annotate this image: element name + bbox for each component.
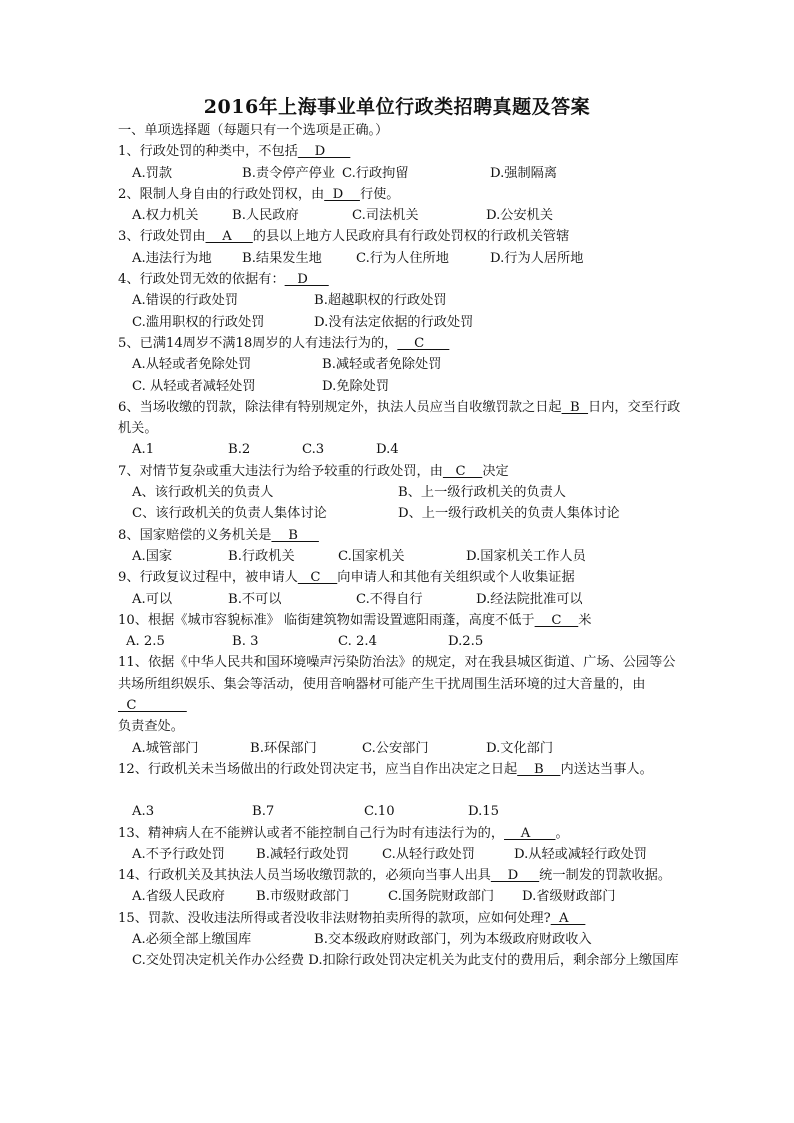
answer-blank: B bbox=[561, 399, 589, 415]
option: A.1 bbox=[132, 442, 155, 458]
question-text: 11、依据《中华人民共和国环境噪声污染防治法》的规定，对在我县城区街道、广场、公园等公共场所组织娱乐、集会等活动，使用音响器材可能产生干扰周围生活环境的过大音量的，由 bbox=[118, 655, 676, 692]
question-stem bbox=[118, 759, 688, 780]
option: C.行为人住所地 bbox=[356, 250, 449, 266]
options-row bbox=[118, 844, 688, 865]
question-text-tail: 决定 bbox=[482, 463, 509, 479]
question-stem bbox=[118, 908, 688, 929]
question-text: 1、行政处罚的种类中，不包括 bbox=[118, 144, 298, 160]
option: D.从轻或减轻行政处罚 bbox=[514, 846, 647, 862]
option: B.环保部门 bbox=[250, 740, 317, 756]
answer-blank: C bbox=[534, 612, 579, 628]
option: D.4 bbox=[376, 442, 399, 458]
option: A.国家 bbox=[132, 548, 173, 564]
option: A.必须全部上缴国库 bbox=[132, 931, 252, 947]
question-text: 5、已满14周岁不满18周岁的人有违法行为的， bbox=[118, 335, 398, 351]
question-text-tail: 行使。 bbox=[359, 186, 400, 202]
options-row bbox=[118, 376, 688, 397]
question-stem bbox=[118, 333, 688, 354]
option: D.国家机关工作人员 bbox=[466, 548, 586, 564]
question-text: 13、精神病人在不能辨认或者不能控制自己行为时有违法行为的， bbox=[118, 825, 505, 841]
option: D.文化部门 bbox=[486, 740, 554, 756]
question-stem bbox=[118, 823, 688, 844]
option: B. 3 bbox=[232, 634, 259, 650]
option: B.市级财政部门 bbox=[256, 889, 350, 905]
question-stem bbox=[118, 461, 688, 482]
answer-blank: B bbox=[271, 527, 319, 543]
option: C.滥用职权的行政处罚 bbox=[132, 314, 265, 330]
options-row bbox=[118, 589, 688, 610]
answer-blank: A bbox=[205, 229, 253, 245]
option: C、该行政机关的负责人集体讨论 bbox=[132, 506, 327, 522]
document-title: 2016年上海事业单位行政类招聘真题及答案 bbox=[203, 96, 591, 118]
option: D.免除处罚 bbox=[322, 378, 390, 394]
option: A.权力机关 bbox=[132, 208, 199, 224]
option: A. 2.5 bbox=[126, 634, 165, 650]
option: B.2 bbox=[228, 442, 251, 458]
option: C.从轻行政处罚 bbox=[382, 846, 475, 862]
option: B.交本级政府财政部门，列为本级政府财政收入 bbox=[314, 931, 592, 947]
question-text: 12、行政机关未当场做出的行政处罚决定书，应当自作出决定之日起 bbox=[118, 761, 518, 777]
option: D.行为人居所地 bbox=[490, 250, 584, 266]
options-row bbox=[118, 929, 688, 950]
question-text: 6、当场收缴的罚款，除法律有特别规定外，执法人员应当自收缴罚款之日起 bbox=[118, 399, 562, 415]
question-text-tail: 米 bbox=[578, 612, 592, 628]
question-stem bbox=[118, 865, 688, 886]
answer-blank: C bbox=[118, 698, 187, 714]
question-stem bbox=[118, 397, 688, 440]
question-text: 3、行政处罚由 bbox=[118, 229, 206, 245]
answer-blank: D bbox=[297, 144, 351, 160]
option: D.经法院批准可以 bbox=[476, 591, 583, 607]
options-row bbox=[118, 503, 688, 524]
option: C.3 bbox=[302, 442, 325, 458]
answer-blank: A bbox=[550, 910, 586, 926]
question-stem bbox=[118, 269, 688, 290]
question-text-tail: 内送达当事人。 bbox=[560, 761, 653, 777]
option: C.不得自行 bbox=[356, 591, 423, 607]
option: D.2.5 bbox=[448, 634, 484, 650]
question-text: 8、国家赔偿的义务机关是 bbox=[118, 527, 272, 543]
question-continuation: 负责查处。 bbox=[118, 719, 184, 735]
options-row bbox=[118, 290, 688, 311]
question-text: 10、根据《城市容貌标准》 临街建筑物如需设置遮阳雨蓬，高度不低于 bbox=[118, 612, 535, 628]
options-row bbox=[118, 163, 688, 184]
question-stem bbox=[118, 567, 688, 588]
options-row bbox=[118, 354, 688, 375]
option: D.省级财政部门 bbox=[522, 889, 616, 905]
option: D.公安机关 bbox=[486, 208, 554, 224]
options-row bbox=[118, 312, 688, 333]
question-stem bbox=[118, 141, 688, 162]
options-row bbox=[118, 546, 688, 567]
options-row bbox=[118, 738, 688, 759]
question-text: 9、行政复议过程中，被申请人 bbox=[118, 570, 298, 586]
option: D.15 bbox=[468, 804, 500, 820]
question-stem bbox=[118, 610, 688, 631]
option: B.超越职权的行政处罚 bbox=[314, 293, 447, 309]
answer-blank: D bbox=[490, 868, 540, 884]
options-row bbox=[118, 631, 688, 652]
options-row bbox=[118, 886, 688, 907]
options-continuation: C.交处罚决定机关作办公经费 D.扣除行政处罚决定机关为此支付的费用后，剩余部分上缴国库 bbox=[132, 953, 679, 969]
question-text: 14、行政机关及其执法人员当场收缴罚款的，必须向当事人出具 bbox=[118, 868, 491, 884]
answer-blank: C bbox=[397, 335, 450, 351]
spacer bbox=[118, 780, 688, 801]
option: A.不予行政处罚 bbox=[132, 846, 225, 862]
answer-blank: B bbox=[517, 761, 561, 777]
option: D、上一级行政机关的负责人集体讨论 bbox=[398, 506, 620, 522]
option: B.责令停产停业 bbox=[242, 165, 336, 181]
answer-blank: A bbox=[504, 825, 556, 841]
option: A.3 bbox=[132, 804, 155, 820]
question-list bbox=[118, 120, 688, 972]
option: A.城管部门 bbox=[132, 740, 199, 756]
option: A、该行政机关的负责人 bbox=[132, 485, 274, 501]
answer-blank: D bbox=[284, 272, 329, 288]
answer-blank: D bbox=[324, 186, 360, 202]
question-text: 2、限制人身自由的行政处罚权，由 bbox=[118, 186, 325, 202]
option: C.行政拘留 bbox=[342, 165, 409, 181]
options-row bbox=[118, 482, 688, 503]
question-stem bbox=[118, 226, 688, 247]
answer-blank: C bbox=[297, 570, 338, 586]
options-row bbox=[118, 205, 688, 226]
option: C.国务院财政部门 bbox=[388, 889, 495, 905]
option: C.公安部门 bbox=[362, 740, 429, 756]
question-stem bbox=[118, 525, 688, 546]
question-text: 4、行政处罚无效的依据有： bbox=[118, 272, 285, 288]
option: D.没有法定依据的行政处罚 bbox=[314, 314, 474, 330]
option: C.10 bbox=[364, 804, 395, 820]
option: B.不可以 bbox=[228, 591, 282, 607]
options-row bbox=[118, 801, 688, 822]
option: B.7 bbox=[252, 804, 275, 820]
option: A.错误的行政处罚 bbox=[132, 293, 239, 309]
answer-blank: C bbox=[442, 463, 483, 479]
option: C. 2.4 bbox=[338, 634, 377, 650]
question-text-tail: 的县以上地方人民政府具有行政处罚权的行政机关管辖 bbox=[252, 229, 570, 245]
options-row bbox=[118, 248, 688, 269]
question-text: 7、对情节复杂或重大违法行为给予较重的行政处罚，由 bbox=[118, 463, 443, 479]
option: A.可以 bbox=[132, 591, 173, 607]
option: B.行政机关 bbox=[228, 548, 295, 564]
question-stem bbox=[118, 184, 688, 205]
option: B、上一级行政机关的负责人 bbox=[398, 485, 566, 501]
question-text-tail: 统一制发的罚款收据。 bbox=[539, 868, 672, 884]
option: D.强制隔离 bbox=[490, 165, 558, 181]
question-text-tail: 。 bbox=[555, 825, 569, 841]
option: A.省级人民政府 bbox=[132, 889, 225, 905]
option: B.减轻行政处罚 bbox=[256, 846, 350, 862]
option: B.结果发生地 bbox=[242, 250, 322, 266]
option: B.减轻或者免除处罚 bbox=[322, 357, 442, 373]
option: C.司法机关 bbox=[352, 208, 419, 224]
option: A.违法行为地 bbox=[132, 250, 212, 266]
question-text: 15、罚款、没收违法所得或者没收非法财物拍卖所得的款项，应如何处理? bbox=[118, 910, 551, 926]
option: C.国家机关 bbox=[338, 548, 405, 564]
option: C. 从轻或者减轻处罚 bbox=[132, 378, 256, 394]
question-text-tail: 日内，交至行政机关。 bbox=[118, 399, 681, 437]
question-stem bbox=[118, 652, 688, 716]
option: A.从轻或者免除处罚 bbox=[132, 357, 252, 373]
option: A.罚款 bbox=[132, 165, 173, 181]
options-row bbox=[118, 439, 688, 460]
section-heading: 一、单项选择题（每题只有一个选项是正确。） bbox=[118, 123, 389, 138]
option: B.人民政府 bbox=[232, 208, 299, 224]
question-text-tail: 向申请人和其他有关组织或个人收集证据 bbox=[337, 570, 575, 586]
